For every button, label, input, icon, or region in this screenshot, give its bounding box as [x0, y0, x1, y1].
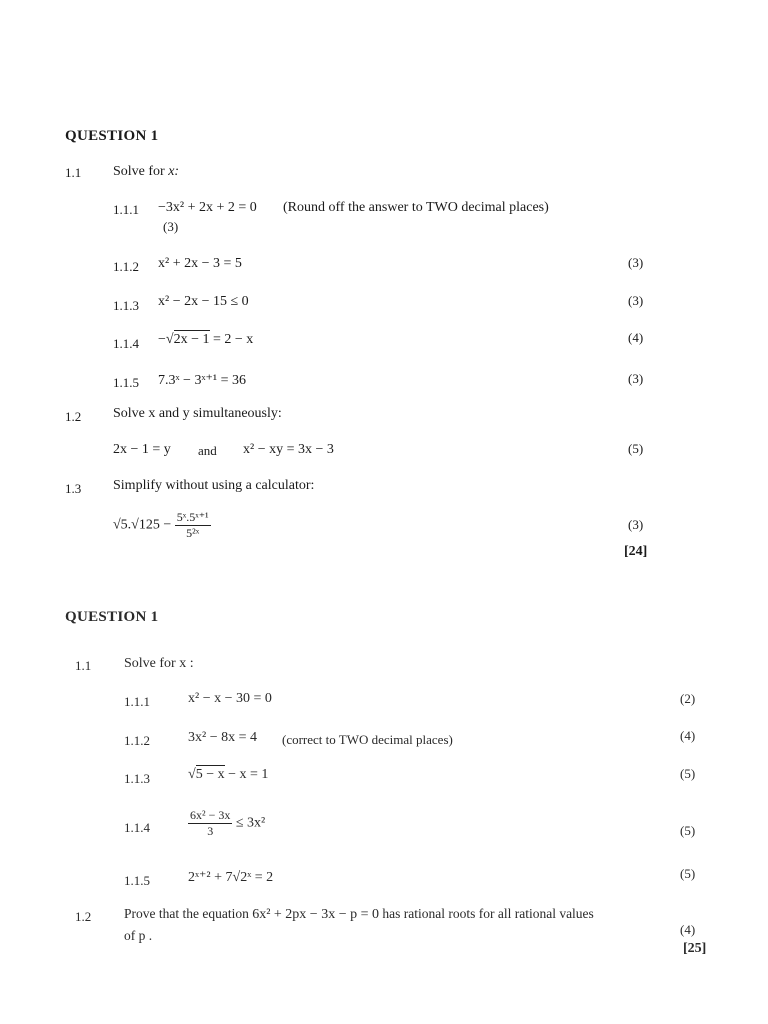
equation: −3x² + 2x + 2 = 0 — [158, 200, 257, 215]
item-number: 1.2 — [75, 909, 92, 924]
equation: x² − xy = 3x − 3 — [243, 442, 334, 457]
instruction-text: Simplify without using a calculator: — [113, 478, 315, 493]
question-total: [24] — [624, 544, 648, 559]
marks-label: (2) — [680, 691, 696, 706]
item-number: 1.1.4 — [124, 820, 150, 835]
marks-label: (4) — [680, 728, 696, 743]
item-number: 1.1 — [75, 658, 92, 673]
item-number: 1.2 — [65, 409, 82, 424]
instruction-text: Solve x and y simultaneously: — [113, 406, 282, 421]
item-number: 1.1.2 — [124, 733, 150, 748]
marks-label: (3) — [628, 371, 644, 386]
instruction-text: Prove that the equation 6x² + 2px − 3x − p = 0 has rational roots for all rational values — [124, 906, 594, 922]
instruction-note: (correct to TWO decimal places) — [282, 732, 453, 747]
fraction: $\frac{\text{5ˣ.5ˣ⁺¹}}{\text{5²ˣ}}$ — [176, 510, 209, 540]
item-number: 1.3 — [65, 481, 82, 496]
marks-label: (5) — [628, 441, 644, 456]
equation: 7.3ˣ − 3ˣ⁺¹ = 36 — [158, 373, 246, 388]
equation: x² + 2x − 3 = 5 — [158, 256, 242, 271]
item-number: 1.1.5 — [124, 873, 150, 888]
marks-label: (3) — [628, 293, 644, 308]
fraction: $\frac{\text{6x² − 3x}}{3}$ — [190, 808, 231, 838]
marks-label: (5) — [680, 823, 696, 838]
equation: 3x² − 8x = 4 — [188, 730, 257, 745]
question-heading: QUESTION 1 — [65, 128, 159, 144]
marks-label: (3) — [163, 219, 179, 234]
expression: √5.√125 − $\frac{\text{5ˣ.5ˣ⁺¹}}{\text{5²ˣ}}$ — [113, 510, 209, 540]
question-total: [25] — [683, 941, 707, 956]
equation: 2ˣ⁺² + 7√2ˣ = 2 — [188, 870, 274, 885]
instruction-note: (Round off the answer to TWO decimal places) — [283, 200, 549, 215]
item-number: 1.1.3 — [124, 771, 150, 786]
item-number: 1.1 — [65, 165, 82, 180]
equation: 2x − 1 = y — [113, 442, 171, 457]
equation: √5 − x − x = 1 — [188, 767, 269, 782]
connector-text: and — [198, 443, 217, 458]
item-number: 1.1.1 — [124, 694, 150, 709]
question-heading: QUESTION 1 — [65, 609, 159, 625]
equation: $\frac{\text{6x² − 3x}}{3}$ ≤ 3x² — [190, 808, 266, 838]
marks-label: (4) — [628, 330, 644, 345]
equation: −√2x − 1 = 2 − x — [158, 332, 254, 347]
item-number: 1.1.4 — [113, 336, 139, 351]
marks-label: (3) — [628, 255, 644, 270]
marks-label: (5) — [680, 766, 696, 781]
equation: x² − 2x − 15 ≤ 0 — [158, 294, 249, 309]
marks-label: (3) — [628, 517, 644, 532]
item-number: 1.1.1 — [113, 202, 139, 217]
marks-label: (4) — [680, 922, 696, 937]
marks-label: (5) — [680, 866, 696, 881]
equation: x² − x − 30 = 0 — [188, 691, 272, 706]
instruction-text: Solve for x: — [113, 164, 180, 179]
item-number: 1.1.3 — [113, 298, 139, 313]
item-number: 1.1.2 — [113, 259, 139, 274]
item-number: 1.1.5 — [113, 375, 139, 390]
instruction-text: Solve for x : — [124, 656, 194, 671]
instruction-text: of p . — [124, 928, 153, 943]
